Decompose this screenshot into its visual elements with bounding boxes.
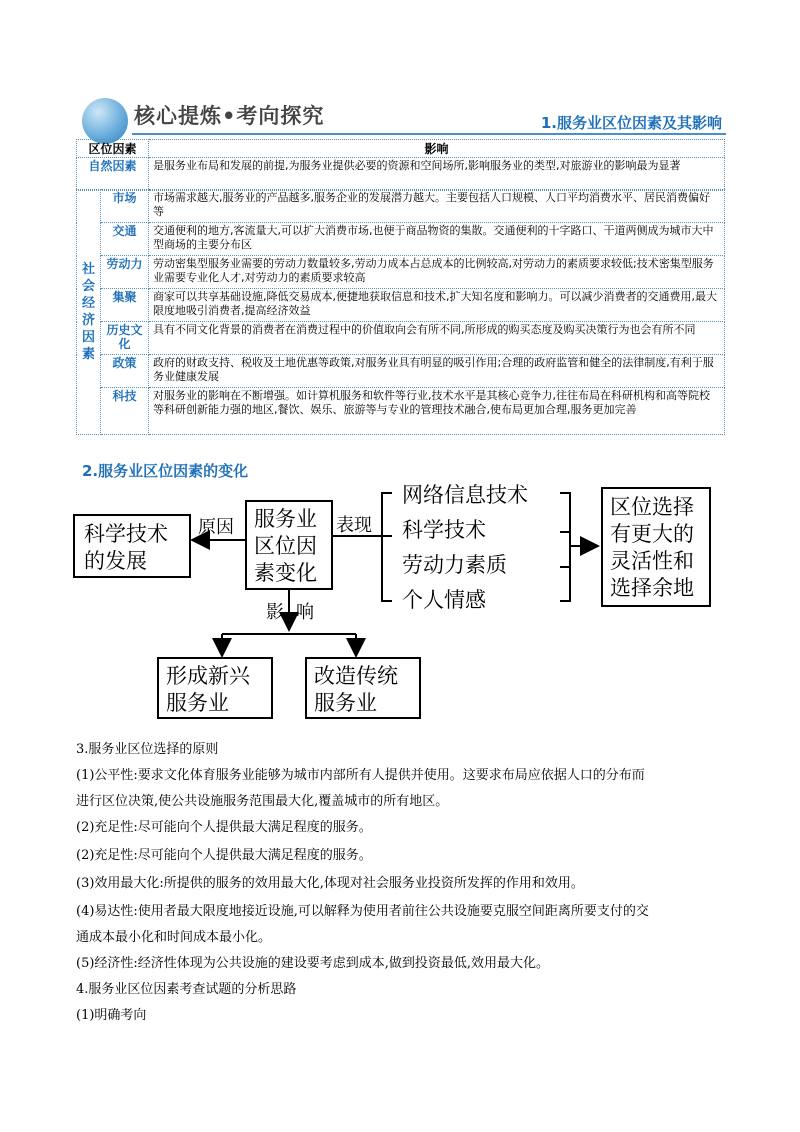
row-text: 商家可以共享基础设施,降低交易成本,便捷地获取信息和技术,扩大知名度和影响力。可以减少消费者的交通费用,最大限度地吸引消费者,提高经济效益	[149, 289, 725, 322]
diagram-text: 的发展	[84, 549, 147, 573]
body-line: (3)效用最大化:所提供的服务的效用最大化,体现对社会服务业投资所发挥的作用和效用。	[76, 876, 584, 891]
row-label: 集聚	[101, 289, 149, 322]
diagram-text: 灵活性和	[610, 549, 694, 573]
diagram-factor: 劳动力素质	[402, 553, 507, 577]
diagram-text: 有更大的	[610, 522, 694, 546]
section-banner	[76, 96, 726, 136]
table-row	[77, 355, 725, 388]
body-line: 3.服务业区位选择的原则	[76, 742, 219, 757]
factor-table	[76, 139, 725, 191]
body-line: (2)充足性:尽可能向个人提供最大满足程度的服务。	[76, 848, 372, 863]
row-text: 对服务业的影响在不断增强。如计算机服务和软件等行业,技术水平是其核心竞争力,往往布局在科研机构和高等院校等科研创新能力强的地区,餐饮、娱乐、旅游等与专业的管理技术融合,使布局更加合理,服务更加完善	[149, 388, 725, 435]
body-line: (1)明确考向	[76, 1008, 147, 1023]
body-line: (5)经济性:经济性体现为公共设施的建设要考虑到成本,做到投资最低,效用最大化。	[76, 956, 550, 971]
diagram-text: 选择余地	[610, 576, 694, 600]
natural-factor-text: 是服务业布局和发展的前提,为服务业提供必要的资源和空间场所,影响服务业的类型,对旅游业的影响最为显著	[149, 158, 725, 191]
banner-divider	[132, 133, 726, 135]
row-label: 历史文化	[101, 322, 149, 355]
location-change-diagram	[70, 480, 730, 725]
table-row	[77, 256, 725, 289]
diagram-label-influence: 影	[266, 602, 284, 623]
row-label: 劳动力	[101, 256, 149, 289]
body-line: (2)充足性:尽可能向个人提供最大满足程度的服务。	[76, 820, 372, 835]
table-row	[77, 158, 725, 191]
diagram-text: 服务业	[166, 691, 229, 715]
row-text: 政府的财政支持、税收及土地优惠等政策,对服务业具有明显的吸引作用;合理的政府监管和健全的法律制度,有利于服务业健康发展	[149, 355, 725, 388]
diagram-bracket-right	[560, 493, 570, 601]
row-label: 科技	[101, 388, 149, 435]
table-header-row	[77, 140, 725, 158]
table-header-impact: 影响	[149, 140, 725, 158]
row-label: 交通	[101, 223, 149, 256]
diagram-label-influence: 响	[296, 602, 314, 623]
diagram-text: 服务业	[314, 691, 377, 715]
social-factor-table	[76, 189, 725, 435]
diagram-text: 区位因	[254, 534, 317, 558]
social-factor-label: 社会经济因素	[77, 190, 101, 435]
table-row	[77, 190, 725, 223]
row-text: 市场需求越大,服务业的产品越多,服务企业的发展潜力越大。主要包括人口规模、人口平均消费水平、居民消费偏好等	[149, 190, 725, 223]
table-row	[77, 322, 725, 355]
table-header-factor: 区位因素	[77, 140, 149, 158]
body-line: 通成本最小化和时间成本最小化。	[76, 930, 272, 945]
table-row	[77, 289, 725, 322]
body-line: (1)公平性:要求文化体育服务业能够为城市内部所有人提供并使用。这要求布局应依据人口的分布而	[76, 768, 645, 783]
diagram-factor: 网络信息技术	[402, 483, 528, 507]
diagram-text: 科学技术	[84, 522, 168, 546]
section1-heading: 1.服务业区位因素及其影响	[540, 114, 722, 132]
row-text: 交通便利的地方,客流量大,可以扩大消费市场,也便于商品物资的集散。交通便利的十字路口、干道两侧成为城市大中型商场的主要分布区	[149, 223, 725, 256]
row-label: 市场	[101, 190, 149, 223]
natural-factor-label: 自然因素	[77, 158, 149, 191]
row-text: 具有不同文化背景的消费者在消费过程中的价值取向会有所不同,所形成的购买态度及购买决策行为也会有所不同	[149, 322, 725, 355]
diagram-label-cause: 原因	[198, 517, 234, 538]
diagram-text: 素变化	[254, 561, 317, 585]
banner-ball-icon	[82, 98, 128, 144]
row-text: 劳动密集型服务业需要的劳动力数量较多,劳动力成本占总成本的比例较高,对劳动力的素质要求较低;技术密集型服务业需要专业化人才,对劳动力的素质要求较高	[149, 256, 725, 289]
table-row	[77, 388, 725, 435]
diagram-text: 区位选择	[610, 495, 694, 519]
section2-heading: 2.服务业区位因素的变化	[82, 462, 249, 480]
body-line: 进行区位决策,使公共设施服务范围最大化,覆盖城市的所有地区。	[76, 794, 449, 809]
body-line: (4)易达性:使用者最大限度地接近设施,可以解释为使用者前往公共设施要克服空间距离所要支付的交	[76, 904, 649, 919]
diagram-factor: 个人情感	[402, 588, 486, 612]
row-label: 政策	[101, 355, 149, 388]
body-line: 4.服务业区位因素考查试题的分析思路	[76, 982, 297, 997]
page-title: 核心提炼•考向探究	[134, 104, 325, 128]
diagram-label-show: 表现	[336, 515, 372, 536]
diagram-text: 服务业	[254, 507, 317, 531]
table-row	[77, 223, 725, 256]
diagram-text: 改造传统	[314, 664, 398, 688]
diagram-factor: 科学技术	[402, 518, 486, 542]
diagram-bracket-left	[382, 493, 392, 601]
diagram-text: 形成新兴	[166, 664, 250, 688]
